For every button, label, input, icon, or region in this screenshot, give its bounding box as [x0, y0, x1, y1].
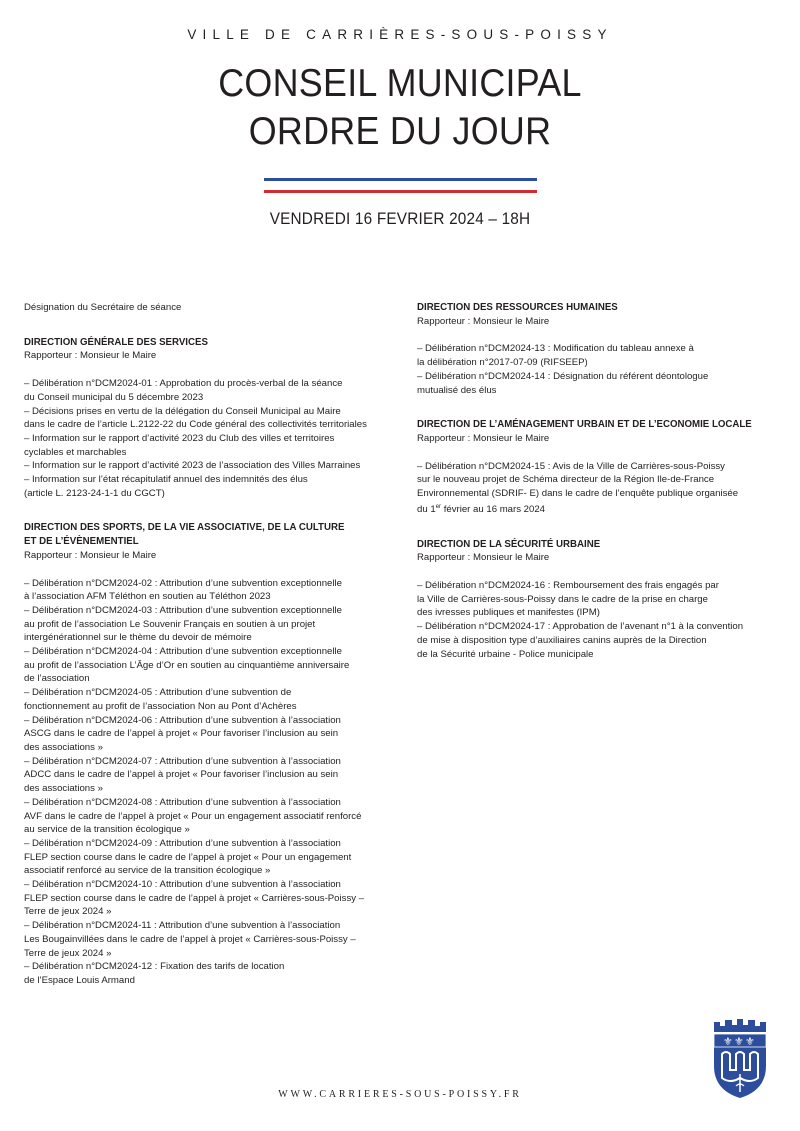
agenda-item	[24, 405, 396, 432]
item-line: – Délibération n°DCM2024-16 : Remboursement des frais engagés par	[417, 580, 719, 592]
agenda-item	[24, 473, 396, 500]
agenda-item	[417, 579, 787, 620]
agenda-items	[417, 460, 787, 517]
item-line: Terre de jeux 2024 »	[24, 947, 112, 959]
item-line: – Délibération n°DCM2024-10 : Attribution d’une subvention à l’association	[24, 879, 341, 891]
item-line: au profit de l’association Le Souvenir Français en soutien à un projet	[24, 618, 316, 630]
item-line: – Délibération n°DCM2024-09 : Attribution d’une subvention à l’association	[24, 837, 341, 849]
item-line: des associations »	[24, 741, 103, 753]
agenda-item	[417, 460, 787, 517]
section-direction-sports	[24, 521, 396, 987]
item-line: la délibération n°2017-07-09 (RIFSEEP)	[417, 357, 588, 369]
agenda-item	[24, 432, 396, 459]
title-line-1: CONSEIL MUNICIPAL	[218, 62, 582, 105]
agenda-item	[24, 577, 396, 604]
item-line: FLEP section course dans le cadre de l’appel à projet « Pour un engagement	[24, 851, 352, 863]
item-line: Les Bougainvillées dans le cadre de l’appel à projet « Carrières-sous-Poissy –	[24, 933, 356, 945]
svg-text:⚜: ⚜	[734, 1035, 744, 1048]
item-line: FLEP section course dans le cadre de l’appel à projet « Carrières-sous-Poissy –	[24, 892, 365, 904]
agenda-item	[24, 459, 396, 473]
agenda-items	[24, 577, 396, 988]
item-line: – Délibération n°DCM2024-13 : Modification du tableau annexe à	[417, 343, 694, 355]
rapporteur: Rapporteur : Monsieur le Maire	[24, 350, 157, 362]
title-line-2: ORDRE DU JOUR	[248, 110, 552, 153]
item-line: Terre de jeux 2024 »	[24, 906, 112, 918]
rapporteur: Rapporteur : Monsieur le Maire	[417, 432, 550, 444]
agenda-item	[24, 837, 396, 878]
section-title: DIRECTION DES RESSOURCES HUMAINES	[417, 302, 618, 313]
meeting-date: VENDREDI 16 FEVRIER 2024 – 18H	[269, 210, 531, 228]
item-line: – Délibération n°DCM2024-01 : Approbation du procès-verbal de la séance	[24, 378, 343, 390]
item-line: – Délibération n°DCM2024-05 : Attribution d’une subvention de	[24, 687, 292, 699]
item-line: – Délibération n°DCM2024-07 : Attribution d’une subvention à l’association	[24, 755, 341, 767]
left-column	[24, 301, 396, 988]
city-name: VILLE DE CARRIÈRES-SOUS-POISSY	[187, 27, 613, 42]
rapporteur: Rapporteur : Monsieur le Maire	[24, 549, 157, 561]
item-line: intergénérationnel sur le thème du devoir de mémoire	[24, 632, 252, 644]
agenda-items	[417, 342, 787, 397]
section-title-line-2: ET DE L’ÉVÈNEMENTIEL	[24, 536, 139, 548]
section-securite-urbaine	[417, 538, 787, 662]
item-line: – Délibération n°DCM2024-06 : Attribution d’une subvention à l’association	[24, 714, 341, 726]
item-line: de la Sécurité urbaine - Police municipale	[417, 648, 594, 660]
item-line: Environnemental (SDRIF- E) dans le cadre de l’enquête publique organisée	[417, 488, 739, 500]
flag-stripe-blue	[264, 178, 537, 181]
section-ressources-humaines	[417, 301, 787, 397]
item-line: ASCG dans le cadre de l’appel à projet « Pour favoriser l’inclusion au sein	[24, 728, 339, 740]
agenda-item	[24, 960, 396, 987]
rapporteur: Rapporteur : Monsieur le Maire	[417, 315, 550, 327]
ordinal-suffix: er	[435, 503, 442, 510]
item-line: mutualisé des élus	[417, 384, 497, 396]
item-line: cyclables et marchables	[24, 446, 127, 458]
agenda-item	[24, 604, 396, 645]
item-line: de l’association	[24, 673, 90, 685]
section-direction-generale	[24, 336, 396, 501]
item-line: – Délibération n°DCM2024-03 : Attribution d’une subvention exceptionnelle	[24, 604, 342, 616]
item-line: au service de la transition écologique »	[24, 824, 190, 836]
date-prefix: du 1	[417, 503, 436, 515]
item-line: des associations »	[24, 783, 103, 795]
item-line: – Délibération n°DCM2024-11 : Attribution d’une subvention à l’association	[24, 920, 341, 932]
item-line: du Conseil municipal du 5 décembre 2023	[24, 391, 204, 403]
item-line: ADCC dans le cadre de l’appel à projet « Pour favoriser l’inclusion au sein	[24, 769, 339, 781]
item-line: AVF dans le cadre de l’appel à projet « Pour un engagement associatif renforcé	[24, 810, 362, 822]
item-line: – Information sur le rapport d’activité 2023 de l’association des Villes Marraines	[24, 460, 361, 472]
section-title: DIRECTION GÉNÉRALE DES SERVICES	[24, 336, 208, 348]
item-line: des ivresses publiques et manifestes (IPM)	[417, 607, 600, 619]
item-line	[417, 501, 787, 517]
flag-stripe-red	[264, 190, 537, 193]
section-title: DIRECTION DE LA SÉCURITÉ URBAINE	[417, 538, 601, 550]
item-line: associatif renforcé au service de la transition écologique »	[24, 865, 271, 877]
agenda-item	[24, 645, 396, 686]
website-url: WWW.CARRIERES-SOUS-POISSY.FR	[278, 1089, 522, 1100]
item-line: dans le cadre de l’article L.2122-22 du Code général des collectivités territoriales	[24, 419, 367, 431]
item-line: de l’Espace Louis Armand	[24, 974, 135, 986]
date-range: février au 16 mars 2024	[441, 503, 546, 515]
item-line: – Information sur le rapport d’activité 2023 du Club des villes et territoires	[24, 432, 335, 444]
agenda-item	[24, 377, 396, 404]
agenda-item	[24, 878, 396, 919]
section-title: DIRECTION DE L’AMÉNAGEMENT URBAIN ET DE L’ECONOMIE LOCALE	[417, 419, 752, 431]
item-line: à l’association AFM Téléthon en soutien au Téléthon 2023	[24, 591, 271, 603]
item-line: – Décisions prises en vertu de la délégation du Conseil Municipal au Maire	[24, 405, 341, 417]
right-column	[417, 301, 787, 661]
section-title: DIRECTION DES SPORTS, DE LA VIE ASSOCIATIVE, DE LA CULTURE	[24, 522, 345, 534]
city-coat-of-arms-icon	[710, 1018, 770, 1100]
agenda-item	[417, 620, 787, 661]
agenda-item	[24, 686, 396, 713]
item-line: – Délibération n°DCM2024-17 : Approbation de l’avenant n°1 à la convention	[417, 621, 744, 633]
item-line: de mise à disposition type d’auxiliaires canins auprès de la Direction	[417, 634, 707, 646]
rapporteur: Rapporteur : Monsieur le Maire	[417, 552, 550, 564]
page-title	[32, 60, 768, 156]
item-line: sur le nouveau projet de Schéma directeur de la Région Ile-de-France	[417, 474, 715, 486]
svg-text:⚜: ⚜	[723, 1035, 733, 1048]
agenda-item	[24, 796, 396, 837]
item-line: (article L. 2123-24-1-1 du CGCT)	[24, 487, 165, 499]
item-line: – Délibération n°DCM2024-08 : Attribution d’une subvention à l’association	[24, 796, 341, 808]
item-line: la Ville de Carrières-sous-Poissy dans le cadre de la prise en charge	[417, 593, 708, 605]
intro-text: Désignation du Secrétaire de séance	[24, 302, 182, 313]
agenda-item	[417, 342, 787, 369]
svg-text:⚜: ⚜	[745, 1035, 755, 1048]
item-line: – Délibération n°DCM2024-14 : Désignation du référent déontologue	[417, 370, 709, 382]
item-line: – Délibération n°DCM2024-12 : Fixation des tarifs de location	[24, 961, 285, 973]
intro	[24, 301, 396, 315]
item-line: – Délibération n°DCM2024-15 : Avis de la Ville de Carrières-sous-Poissy	[417, 460, 725, 472]
item-line: – Délibération n°DCM2024-04 : Attribution d’une subvention exceptionnelle	[24, 646, 342, 658]
agenda-item	[24, 714, 396, 755]
item-line: – Information sur l’état récapitulatif annuel des indemnités des élus	[24, 474, 308, 486]
agenda-item	[24, 919, 396, 960]
agenda-items	[417, 579, 787, 661]
item-line: fonctionnement au profit de l’association Non au Pont d’Achères	[24, 700, 297, 712]
agenda-item	[417, 370, 787, 397]
agenda-item	[24, 755, 396, 796]
agenda-items	[24, 377, 396, 500]
section-amenagement-urbain	[417, 418, 787, 516]
item-line: au profit de l’association L’Âge d’Or en soutien au cinquantième anniversaire	[24, 659, 350, 671]
item-line: – Délibération n°DCM2024-02 : Attribution d’une subvention exceptionnelle	[24, 577, 342, 589]
